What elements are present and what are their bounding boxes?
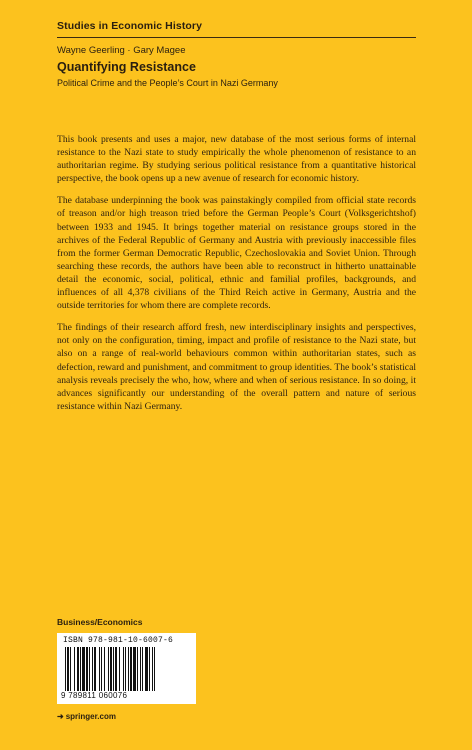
arrow-right-icon: ➜ [57, 712, 64, 721]
barcode-bars [65, 647, 189, 691]
barcode-bar [82, 647, 85, 691]
barcode-bar [119, 647, 120, 691]
book-header [57, 20, 437, 32]
barcode-bar [125, 647, 126, 691]
isbn-barcode [57, 633, 196, 704]
barcode-bar [67, 647, 69, 691]
back-cover-blurb [57, 133, 416, 422]
publisher-website[interactable] [57, 712, 116, 721]
barcode-bar [145, 647, 148, 691]
barcode-bar [108, 647, 109, 691]
series-name: Studies in Economic History [57, 20, 203, 32]
barcode-bar [154, 647, 155, 691]
book-subtitle: Political Crime and the People’s Court in Nazi Germany [57, 78, 278, 88]
barcode-bar [149, 647, 150, 691]
barcode-bar [70, 647, 71, 691]
barcode-bar [133, 647, 136, 691]
barcode-bar [65, 647, 66, 691]
barcode-bar [115, 647, 117, 691]
blurb-paragraph: The database underpinning the book was painstakingly compiled from official state records of treason and/or high treason tried before the German People’s Court (Volksgerichtshof) between 1933 and 1945. It brings together material on resistance groups stored in the archives of the Federal Republic of Germany and Austria with previously inaccessible files from the former German Democratic Republic, Czechoslovakia and Soviet Union. Through searching these records, the authors have been able to reconstruct in hitherto unattainable detail the economic, social, political, ethnic and familial profiles, backgrounds, and influences of all 4,378 civilians of the Third Reich active in Germany, Austria and the outside territories for whom there are complete records. [57, 195, 416, 312]
barcode-bar [142, 647, 143, 691]
barcode-bar [104, 647, 105, 691]
isbn-number: ISBN 978-981-10-6007-6 [63, 636, 174, 645]
barcode-bar [80, 647, 81, 691]
barcode-bar [74, 647, 75, 691]
barcode-bar [94, 647, 96, 691]
barcode-bar [86, 647, 88, 691]
barcode-bar [101, 647, 102, 691]
barcode-bar [137, 647, 138, 691]
book-title: Quantifying Resistance [57, 60, 196, 74]
blurb-paragraph: This book presents and uses a major, new database of the most serious forms of internal resistance to the Nazi state to study empirically the whole phenomenon of resistance to an authoritarian regime. By studying serious political resistance from a quantitative historical perspective, the book opens up a new avenue of research for economic history. [57, 134, 416, 185]
barcode-bar [123, 647, 124, 691]
barcode-bar [92, 647, 93, 691]
blurb-paragraph: The findings of their research afford fresh, new interdisciplinary insights and perspectives, not only on the configuration, timing, impact and profile of resistance to the Nazi state, but also on a range of real-world behaviours common within authoritarian states, such as defection, reward and punishment, and commitment to group identities. The book’s statistical analysis reveals precisely the who, how, where and when of serious resistance. In so doing, it advances significantly our understanding of the overall pattern and nature of serious resistance within Nazi Germany. [57, 322, 416, 412]
barcode-bar [77, 647, 79, 691]
barcode-bar [110, 647, 112, 691]
barcode-bar [99, 647, 100, 691]
header-divider [57, 37, 416, 38]
barcode-bar [152, 647, 153, 691]
barcode-bar [89, 647, 90, 691]
barcode-bar [113, 647, 114, 691]
book-authors: Wayne Geerling · Gary Magee [57, 45, 186, 56]
barcode-bar [128, 647, 129, 691]
website-label: springer.com [65, 712, 116, 721]
barcode-digits: 9 789811 060076 [61, 691, 128, 700]
barcode-bar [140, 647, 141, 691]
barcode-bar [130, 647, 132, 691]
subject-category: Business/Economics [57, 617, 143, 627]
